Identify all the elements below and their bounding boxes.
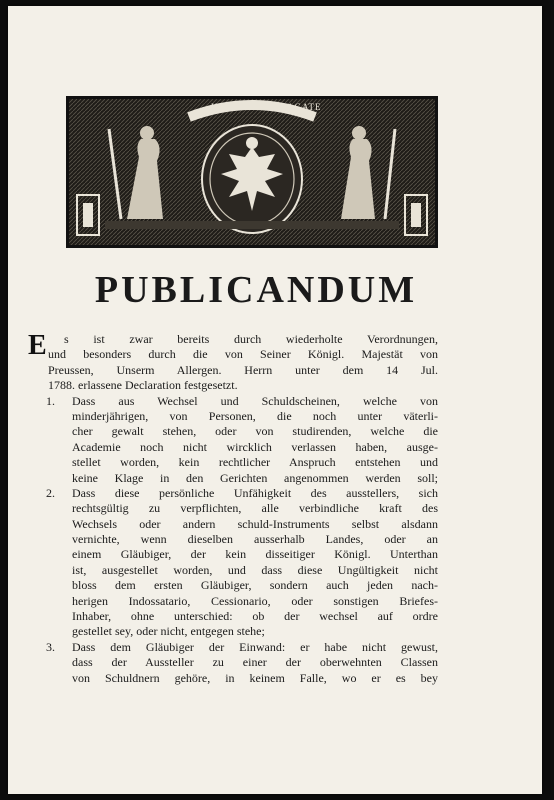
text-line: stellet worden, kein rechtlicher Anspruch entstehen und xyxy=(72,455,438,470)
text-line: dass der Aussteller zu einer der oberwehnten Classen xyxy=(72,655,438,670)
list-item-2 xyxy=(48,486,438,640)
item-number: 3. xyxy=(46,639,55,654)
document-page xyxy=(8,6,542,794)
text-line: bloss dem ersten Gläubiger, sondern auch jeden nach- xyxy=(72,578,438,593)
list-item-3 xyxy=(48,640,438,686)
text-line: Dass aus Wechsel und Schuldscheinen, welche von xyxy=(72,393,438,408)
intro-paragraph xyxy=(48,332,438,394)
text-line: Wechsels oder andern schuld-Instruments selbst alsdann xyxy=(72,516,438,531)
text-line: Inhaber, ohne unterschied: ob der wechsel auf ordre xyxy=(72,609,438,624)
text-line: ist, ausgestellet worden, und dass diese Ungültigkeit nicht xyxy=(72,562,438,577)
text-line: cher gewalt stehen, oder von studirenden, welche die xyxy=(72,424,438,439)
text-line: herigen Indossatario, Cessionario, oder sonstigen Briefes- xyxy=(72,593,438,608)
drop-cap: E xyxy=(28,330,47,361)
text-line: 1788. erlassene Declaration festgesetzt. xyxy=(48,378,238,393)
text-line: Preussen, Unserm Allergen. Herrn unter dem 14 Jul. xyxy=(48,362,438,377)
heraldic-vignette xyxy=(66,96,438,248)
text-line: Dass dem Gläubiger der Einwand: er habe nicht gewust, xyxy=(72,639,438,654)
text-line: gestellet sey, oder nicht, entgegen stehe; xyxy=(72,624,265,639)
text-line: minderjährigen, von Personen, die noch unter väterli- xyxy=(72,408,438,423)
text-line: keine Klage in den Gerichten angenommen werden soll; xyxy=(72,470,438,485)
text-line: Academie noch nicht wircklich verlassen haben, ausge- xyxy=(72,439,438,454)
text-line: s ist zwar bereits durch wiederholte Verordnungen, xyxy=(64,332,438,346)
item-number: 1. xyxy=(46,393,55,408)
document-title: PUBLICANDUM xyxy=(94,269,418,311)
motto-right: AGATE xyxy=(287,102,322,112)
item-number: 2. xyxy=(46,485,55,500)
motto-left: IUSTE xyxy=(211,102,242,112)
text-line: einem Gläubiger, der kein disseitiger Königl. Unterthan xyxy=(72,547,438,562)
text-line: und besonders durch die von Seiner Königl. Majestät von xyxy=(48,347,438,362)
text-line: von Schuldnern gehöre, in keinem Falle, wo er es bey xyxy=(72,670,438,685)
list-item-1 xyxy=(48,394,438,486)
eagle-coat-of-arms-icon xyxy=(69,99,435,245)
document-body xyxy=(48,332,438,686)
text-line: vernichte, wenn dieselben ausserhalb Landes, oder an xyxy=(72,532,438,547)
text-line: Dass diese persönliche Unfähigkeit des ausstellers, sich xyxy=(72,485,438,500)
text-line: rechtsgültig zu verpflichten, alle verbindliche kraft des xyxy=(72,501,438,516)
